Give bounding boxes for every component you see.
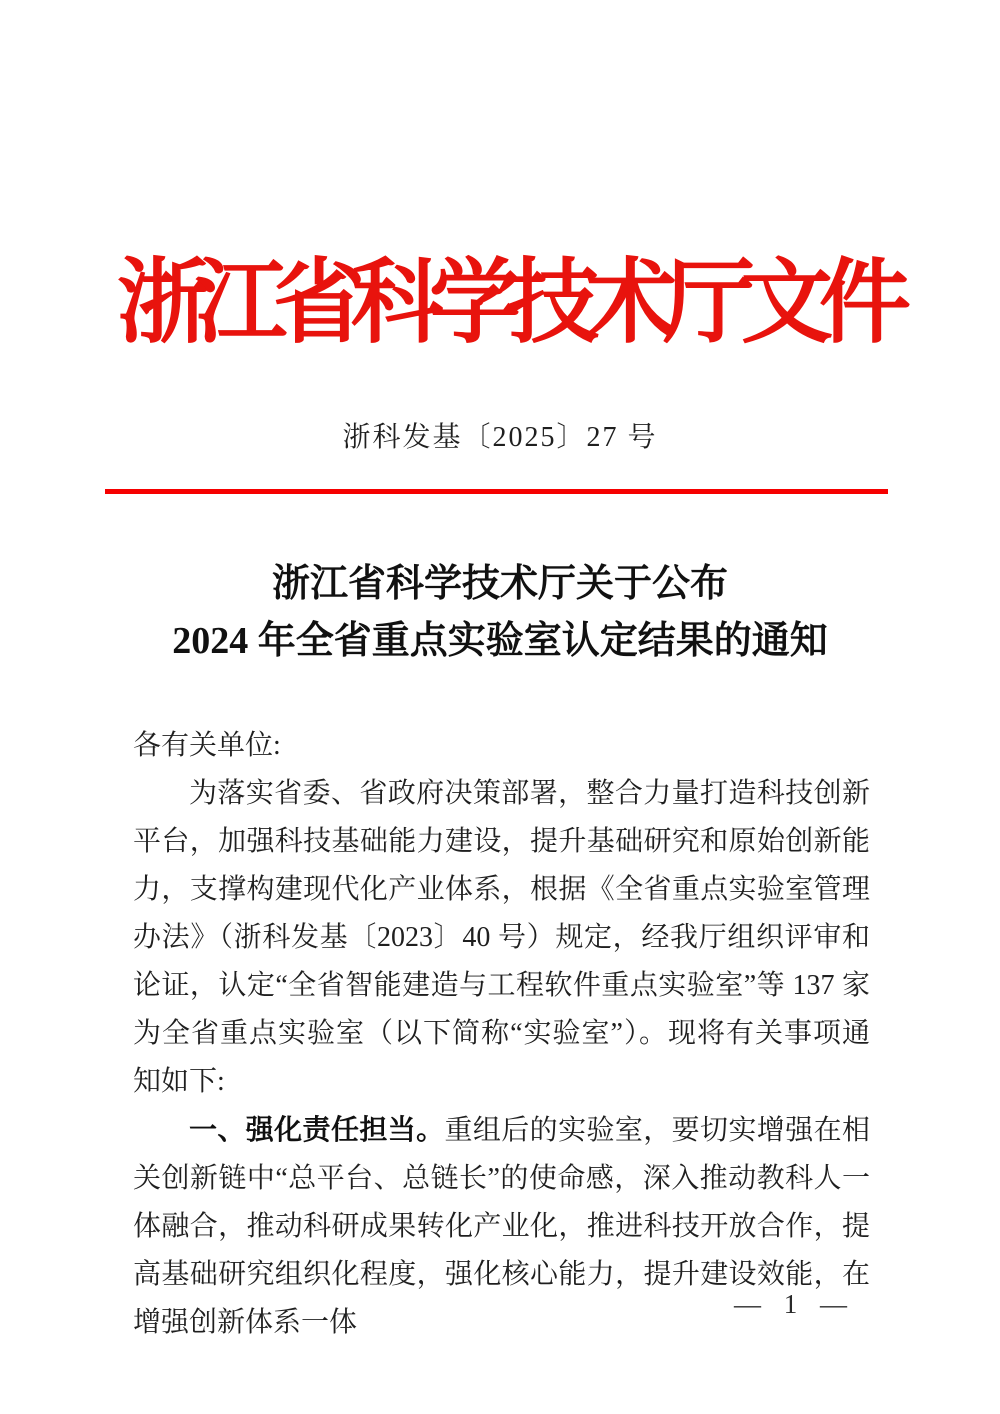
notice-title-line2: 2024 年全省重点实验室认定结果的通知 (172, 620, 828, 662)
page-number: — 1 — (734, 1289, 855, 1319)
document-body (133, 722, 870, 1347)
salutation: 各有关单位: (133, 730, 281, 761)
red-divider-line (105, 489, 888, 494)
item1-text: 重组后的实验室，要切实增强在相关创新链中“总平台、总链长”的使命感，深入推动教科人一体融合，推动科研成果转化产业化，推进科技开放合作，提高基础研究组织化程度，强化核心能力，提升建设效能，在增强创新体系一体 (133, 1115, 870, 1338)
notice-title (0, 556, 1000, 670)
doc-number: 浙科发基〔2025〕27 号 (342, 422, 658, 453)
paragraph-intro: 为落实省委、省政府决策部署，整合力量打造科技创新平台，加强科技基础能力建设，提升基础研究和原始创新能力，支撑构建现代化产业体系，根据《全省重点实验室管理办法》（浙科发基〔2023〕40 号）规定，经我厅组织评审和论证，认定“全省智能建造与工程软件重点实验室”等 137 家为全省重点实验室（以下简称“实验室”）。现将有关事项通知如下: (133, 778, 870, 1097)
agency-header-title: 浙江省科学技术厅文件 (116, 252, 897, 354)
item1-heading: 一、强化责任担当。 (189, 1114, 445, 1145)
notice-title-line1: 浙江省科学技术厅关于公布 (271, 563, 728, 605)
